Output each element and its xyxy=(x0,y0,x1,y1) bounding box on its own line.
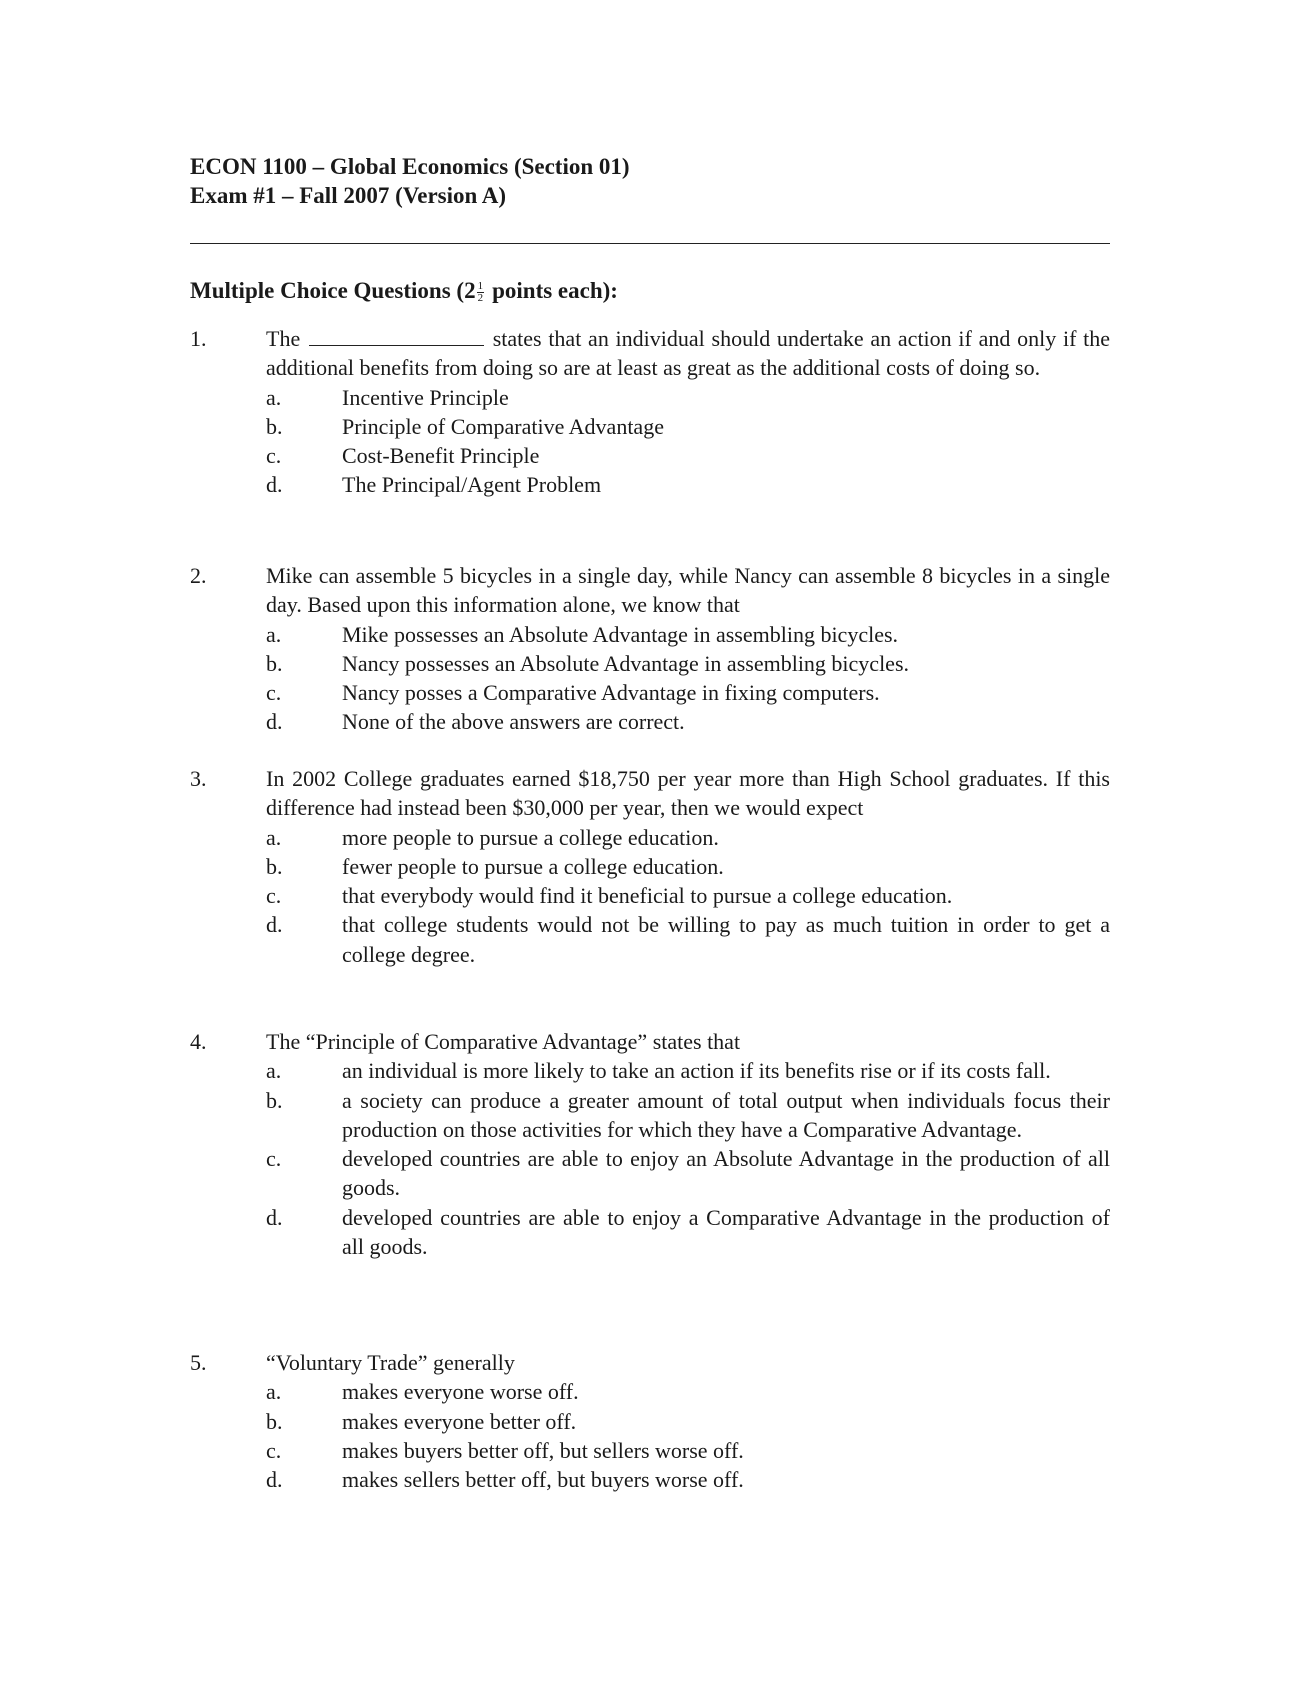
option-text: that everybody would find it beneficial to pursue a college education. xyxy=(342,883,953,909)
option-d xyxy=(266,1203,1110,1262)
fraction-numerator: 1 xyxy=(477,280,484,293)
question-text-end: states that an individual should undertake an action if and only if the additional benefits from doing so are at least as great as the additional costs of doing so. xyxy=(266,326,1111,381)
option-c xyxy=(266,881,1110,910)
option-label: b. xyxy=(266,1408,283,1434)
option-a xyxy=(266,1056,1110,1085)
option-a xyxy=(266,1377,1110,1406)
section-heading-start: Multiple Choice Questions (2 xyxy=(190,278,476,303)
option-label: d. xyxy=(266,1467,283,1493)
fraction-denominator: 2 xyxy=(477,292,484,305)
option-text: Cost-Benefit Principle xyxy=(342,443,540,469)
option-a xyxy=(266,620,1110,649)
question-text: The “Principle of Comparative Advantage” states that xyxy=(266,1029,741,1054)
section-heading-end: points each): xyxy=(492,278,618,303)
option-text: fewer people to pursue a college education. xyxy=(342,853,724,879)
option-label: a. xyxy=(266,1058,282,1084)
question-5 xyxy=(190,1348,1110,1494)
option-label: b. xyxy=(266,1087,283,1113)
option-label: a. xyxy=(266,824,282,850)
option-label: c. xyxy=(266,883,282,909)
option-label: b. xyxy=(266,650,283,676)
option-text: Nancy possesses an Absolute Advantage in assembling bicycles. xyxy=(342,650,910,676)
option-text: Mike possesses an Absolute Advantage in assembling bicycles. xyxy=(342,621,899,647)
option-d xyxy=(266,707,1110,736)
question-text xyxy=(266,324,1110,383)
option-b xyxy=(266,852,1110,881)
question-number: 3. xyxy=(190,766,207,791)
option-label: b. xyxy=(266,853,283,879)
option-d xyxy=(266,1465,1110,1494)
option-label: c. xyxy=(266,680,282,706)
course-title: ECON 1100 – Global Economics (Section 01) xyxy=(190,154,630,179)
answer-blank xyxy=(309,327,484,346)
option-label: a. xyxy=(266,384,282,410)
option-text: an individual is more likely to take an action if its benefits rise or if its costs fall. xyxy=(342,1058,1051,1084)
question-4 xyxy=(190,1027,1110,1261)
option-label: c. xyxy=(266,1146,282,1172)
question-1 xyxy=(190,324,1110,500)
option-text: Incentive Principle xyxy=(342,384,509,410)
option-b xyxy=(266,1086,1110,1145)
option-text: makes sellers better off, but buyers worse off. xyxy=(342,1467,744,1493)
option-label: a. xyxy=(266,1379,282,1405)
exam-title: Exam #1 – Fall 2007 (Version A) xyxy=(190,183,507,208)
option-label: d. xyxy=(266,709,283,735)
question-number: 1. xyxy=(190,326,207,351)
option-a xyxy=(266,823,1110,852)
option-label: a. xyxy=(266,621,282,647)
option-d xyxy=(266,470,1110,499)
exam-header xyxy=(190,152,630,210)
question-number: 4. xyxy=(190,1029,207,1054)
question-number: 2. xyxy=(190,563,207,588)
header-divider xyxy=(190,243,1110,244)
option-list xyxy=(190,1056,1110,1261)
question-text-start: The xyxy=(266,326,301,351)
option-c xyxy=(266,678,1110,707)
option-b xyxy=(266,649,1110,678)
option-text: that college students would not be willing to pay as much tuition in order to get a college degree. xyxy=(342,912,1110,967)
option-text: more people to pursue a college education. xyxy=(342,824,719,850)
option-text: developed countries are able to enjoy a Comparative Advantage in the production of all goods. xyxy=(342,1204,1110,1260)
option-c xyxy=(266,1436,1110,1465)
option-list xyxy=(190,1377,1110,1494)
option-text: developed countries are able to enjoy an Absolute Advantage in the production of all goods. xyxy=(342,1146,1110,1201)
question-text: “Voluntary Trade” generally xyxy=(266,1350,515,1375)
option-text: makes buyers better off, but sellers worse off. xyxy=(342,1437,744,1463)
option-text: Nancy posses a Comparative Advantage in fixing computers. xyxy=(342,680,880,706)
option-label: d. xyxy=(266,912,283,938)
option-c xyxy=(266,1144,1110,1203)
half-fraction xyxy=(477,281,485,304)
question-text: In 2002 College graduates earned $18,750 per year more than High School graduates. If this difference had instead been $30,000 per year, then we would expect xyxy=(266,766,1110,821)
option-text: makes everyone better off. xyxy=(342,1408,577,1434)
section-heading xyxy=(190,276,618,305)
option-label: d. xyxy=(266,472,283,498)
option-label: b. xyxy=(266,413,283,439)
option-label: c. xyxy=(266,1437,282,1463)
option-text: a society can produce a greater amount of total output when individuals focus their production on those activities for which they have a Comparative Advantage. xyxy=(342,1087,1110,1142)
option-d xyxy=(266,910,1110,969)
option-list xyxy=(190,823,1110,969)
option-text: Principle of Comparative Advantage xyxy=(342,413,664,439)
option-a xyxy=(266,383,1110,412)
option-c xyxy=(266,441,1110,470)
option-text: The Principal/Agent Problem xyxy=(342,472,602,498)
option-list xyxy=(190,620,1110,737)
question-number: 5. xyxy=(190,1350,207,1375)
option-label: c. xyxy=(266,443,282,469)
question-3 xyxy=(190,764,1110,969)
option-label: d. xyxy=(266,1204,283,1230)
option-text: None of the above answers are correct. xyxy=(342,709,685,735)
option-b xyxy=(266,412,1110,441)
option-text: makes everyone worse off. xyxy=(342,1379,579,1405)
option-b xyxy=(266,1407,1110,1436)
question-2 xyxy=(190,561,1110,737)
question-text: Mike can assemble 5 bicycles in a single day, while Nancy can assemble 8 bicycles in a single day. Based upon this information alone, we know that xyxy=(266,563,1110,618)
option-list xyxy=(190,383,1110,500)
